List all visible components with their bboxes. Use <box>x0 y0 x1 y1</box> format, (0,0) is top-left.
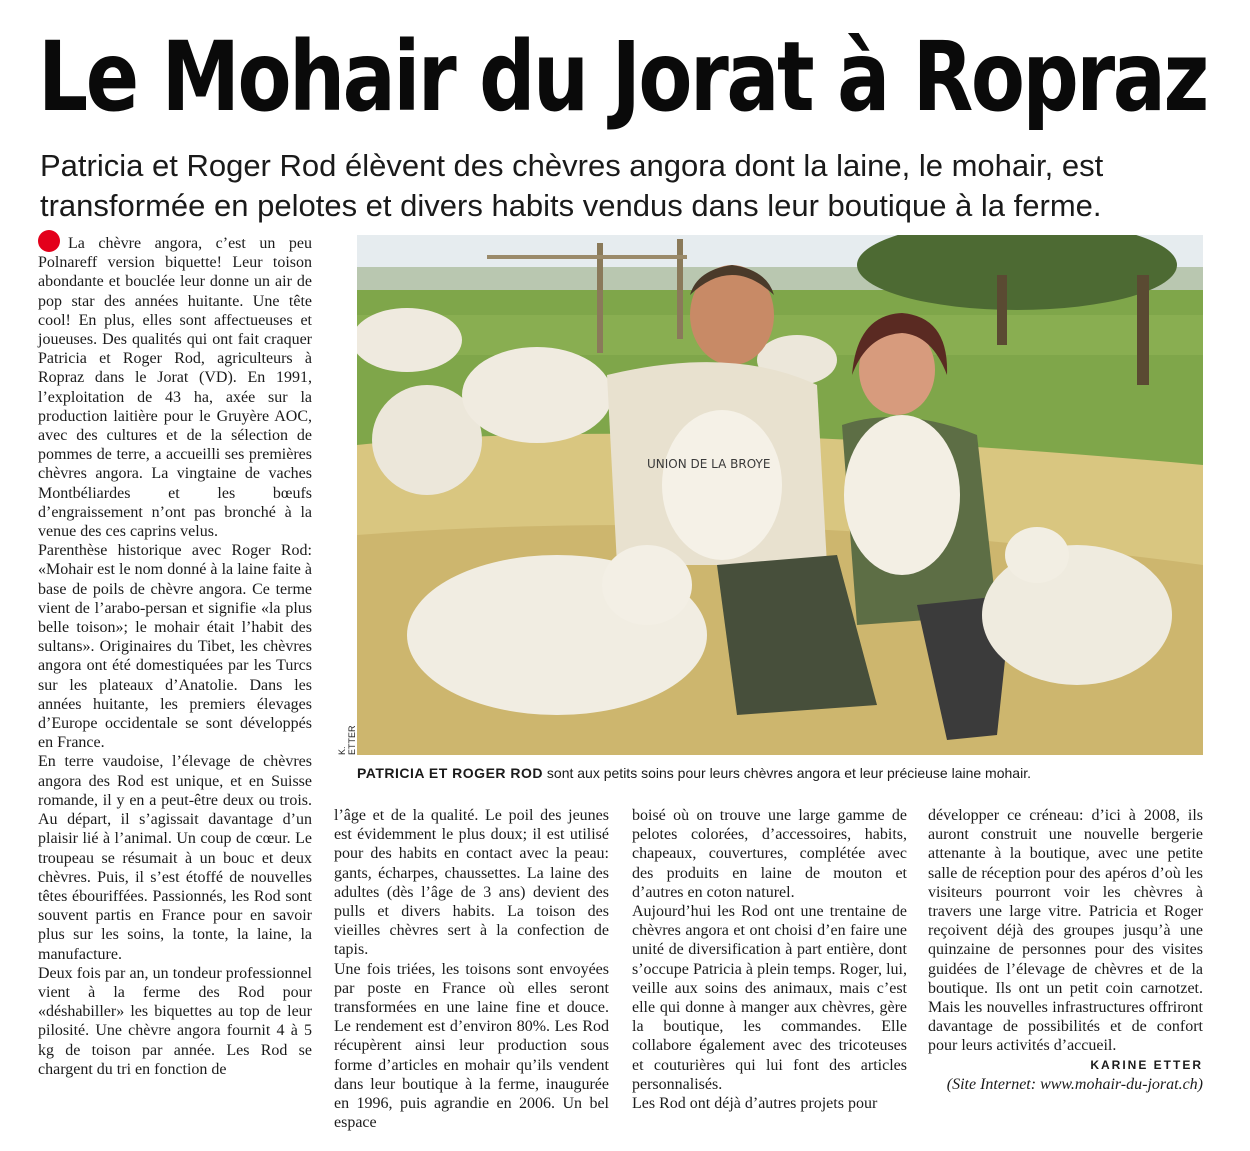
headline: Le Mohair du Jorat à Ropraz <box>38 21 1207 133</box>
article-paragraph: En terre vaudoise, l’élevage de chèvres angora des Rod est unique, et en Suisse romande, il y en a peut-être deux ou trois. Au départ, il s’agissait davantage d’un plaisir lié à l’animal. Un coup de cœur. Le troupeau se résumait à un bouc et deux chèvres. Puis, il s’est étoffé de nouvelles têtes ébouriffées. Passionnés, les Rod sont souvent partis en France pour en savoir plus sur les soins, la tonte, la laine, la manufacture. <box>38 753 312 963</box>
article-paragraph: développer ce créneau: d’ici à 2008, ils auront construit une nouvelle bergerie attenante à la boutique, avec une petite salle de réception pour des apéros d’où les visiteurs pourront voir les chèvres à travers une large vitre. Patricia et Roger reçoivent déjà des groupes jusqu’à une quinzaine de personnes pour des visites guidées de l’élevage de chèvres et de la boutique. Ils ont un petit coin carnotzet. Mais les nouvelles infrastructures offriront davantage de possibilités et de confort pour leurs activités d’accueil. <box>928 807 1203 1055</box>
article-paragraph <box>38 230 312 541</box>
article-paragraph: Une fois triées, les toisons sont envoyées par poste en France où elles seront transformées en une laine fine et douce. Le rendement est d’environ 80%. Les Rod récupèrent ainsi leur production sous forme d’articles en mohair qu’ils vendent dans leur boutique à la ferme, inaugurée en 1996, puis agrandie en 2006. Un bel espace <box>334 960 609 1132</box>
paragraph-text: La chèvre angora, c’est un peu Polnareff version biquette! Leur toison abondante et bouclée leur donne un air de pop star des années huitante. Une tête cool! En plus, elles sont affectueuses et joueuses. Des qualités qui ont fait craquer Patricia et Roger Rod, agriculteurs à Ropraz dans le Jorat (VD). En 1991, l’exploitation de 43 ha, axée sur la production laitière pour le Gruyère AOC, avec des cultures et de la sélection de pommes de terre, a accueilli ses premières chèvres angora. La vingtaine de vaches Montbéliardes et les bœufs d’engraissement n’ont pas bronché à la venue des ces caprins velus. <box>38 235 312 541</box>
article-column-3 <box>632 806 907 1113</box>
photo-credit: K. ETTER <box>337 725 357 755</box>
caption-names: PATRICIA ET ROGER ROD <box>357 765 544 781</box>
article-paragraph: boisé où on trouve une large gamme de pelotes colorées, d’accessoires, habits, chapeaux, couvertures, complétée avec des produits en laine de mouton et d’autres en coton naturel. <box>632 807 907 901</box>
farm-photo <box>357 235 1203 755</box>
article-paragraph: Deux fois par an, un tondeur professionnel vient à la ferme des Rod pour «déshabiller» les biquettes au top de leur pilosité. Une chèvre angora fournit 4 à 5 kg de toison par année. Les Rod se chargent du tri en fonction de <box>38 964 312 1078</box>
article-column-1 <box>38 230 312 1079</box>
subheadline: Patricia et Roger Rod élèvent des chèvres angora dont la laine, le mohair, est transformée en pelotes et divers habits vendus dans leur boutique à la ferme. <box>40 148 1104 223</box>
article-paragraph: Aujourd’hui les Rod ont une trentaine de chèvres angora et ont choisi d’en faire une unité de diversification à part entière, dont s’occupe Patricia à plein temps. Roger, lui, veille aux soins des animaux, mais c’est elle qui donne à manger aux chèvres, gère la boutique, les commandes. Elle collabore également avec des tricoteuses et couturières qui lui font des articles personnalisés. <box>632 903 907 1093</box>
article-paragraph: l’âge et de la qualité. Le poil des jeunes est évidemment le plus doux; il est utilisé pour des habits en contact avec la peau: gants, écharpes, chaussettes. La laine des adultes (dès l’âge de 3 ans) devient des pulls et divers habits. La toison des vieilles chèvres sert à la confection de tapis. <box>334 807 609 959</box>
caption-text: sont aux petits soins pour leurs chèvres angora et leur précieuse laine mohair. <box>543 765 1031 781</box>
article-column-4 <box>928 806 1203 1094</box>
website-note: (Site Internet: www.mohair-du-jorat.ch) <box>946 1075 1203 1093</box>
shirt-print-text: UNION DE LA BROYE <box>647 457 771 471</box>
article-paragraph: Les Rod ont déjà d’autres projets pour <box>632 1095 878 1113</box>
author-byline: KARINE ETTER <box>1090 1057 1203 1072</box>
photo-caption <box>357 764 1203 782</box>
article-column-2 <box>334 806 609 1132</box>
article-paragraph: Parenthèse historique avec Roger Rod: «Mohair est le nom donné à la laine faite à base de poils de chèvre angora. Ce terme vient de l’arabo-persan et signifie «la plus belle toison»; le mohair était l’habit des sultans». Originaires du Tibet, les chèvres angora ont été domestiquées par les Turcs sur les plateaux d’Anatolie. Dans les années huitante, les premiers élevages d’Europe occidentale se sont développés en France. <box>38 542 312 752</box>
red-dot-icon <box>38 230 60 252</box>
